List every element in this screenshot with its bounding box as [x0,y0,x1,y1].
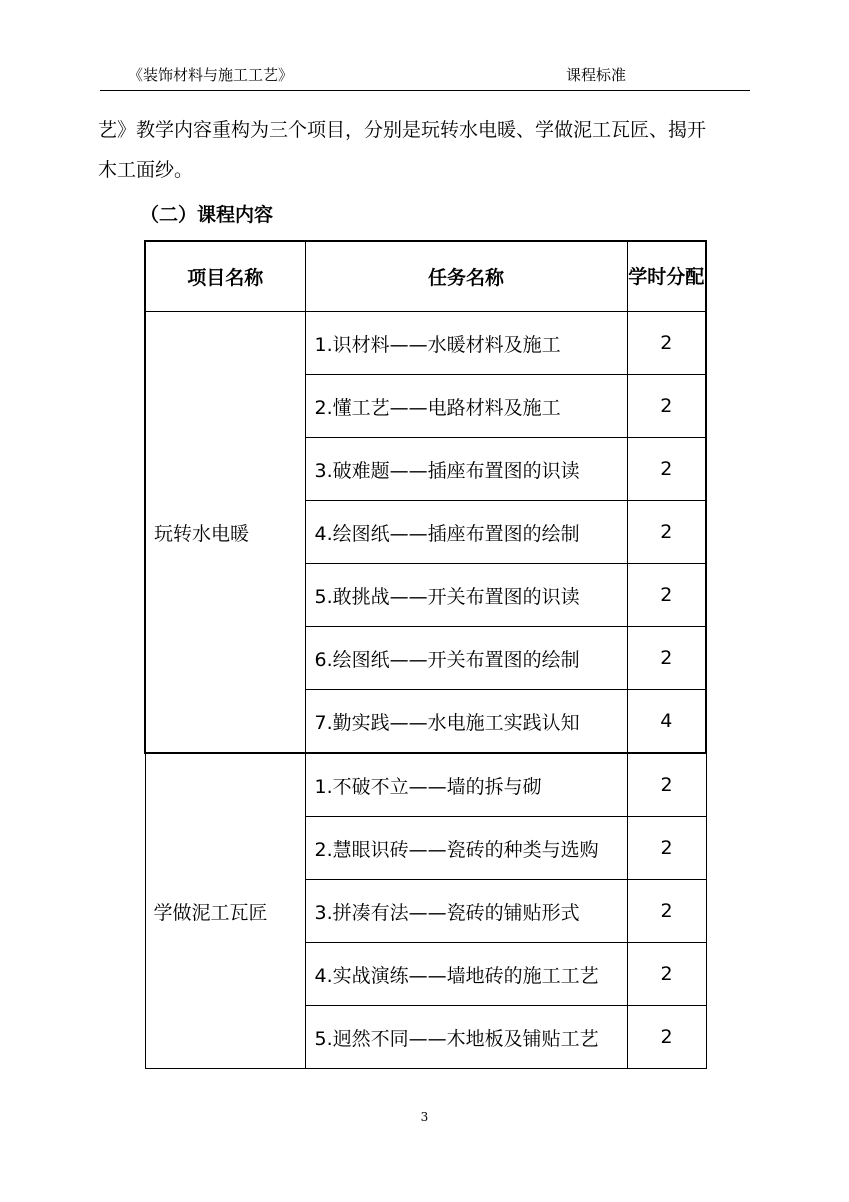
course-content-table [144,240,707,1069]
hours-cell: 2 [627,438,706,501]
task-cell: 2.懂工艺——电路材料及施工 [305,375,627,438]
body-paragraph-line-2: 木工面纱。 [98,159,194,181]
hours-cell: 2 [627,817,706,880]
header-cell-project: 项目名称 [145,241,305,312]
page-header [100,62,750,91]
page-number: 3 [420,1110,429,1124]
hours-cell: 2 [627,627,706,690]
table-row [145,312,706,375]
section-heading: （二）课程内容 [140,204,274,226]
task-cell: 6.绘图纸——开关布置图的绘制 [305,627,627,690]
header-document-title: 《装饰材料与施工工艺》 [128,66,294,84]
hours-cell: 2 [627,375,706,438]
header-document-type: 课程标准 [566,66,627,84]
header-cell-hours: 学时分配 [627,241,706,312]
table-row [145,753,706,817]
header-cell-task: 任务名称 [305,241,627,312]
hours-cell: 2 [627,564,706,627]
hours-cell: 2 [627,1006,706,1069]
task-cell: 1.识材料——水暖材料及施工 [305,312,627,375]
task-cell: 7.勤实践——水电施工实践认知 [305,690,627,754]
project-name-cell: 玩转水电暖 [145,312,305,754]
hours-cell: 4 [627,690,706,754]
task-cell: 5.敢挑战——开关布置图的识读 [305,564,627,627]
task-cell: 3.拼凑有法——瓷砖的铺贴形式 [305,880,627,943]
project-name-cell: 学做泥工瓦匠 [145,753,305,1069]
body-paragraph-line-1: 艺》教学内容重构为三个项目，分别是玩转水电暖、学做泥工瓦匠、揭开 [98,119,707,141]
task-cell: 4.绘图纸——插座布置图的绘制 [305,501,627,564]
hours-cell: 2 [627,880,706,943]
task-cell: 5.迥然不同——木地板及铺贴工艺 [305,1006,627,1069]
task-cell: 2.慧眼识砖——瓷砖的种类与选购 [305,817,627,880]
hours-cell: 2 [627,312,706,375]
task-cell: 3.破难题——插座布置图的识读 [305,438,627,501]
task-cell: 1.不破不立——墙的拆与砌 [305,753,627,817]
hours-cell: 2 [627,943,706,1006]
table-header-row [145,241,706,312]
task-cell: 4.实战演练——墙地砖的施工工艺 [305,943,627,1006]
hours-cell: 2 [627,501,706,564]
hours-cell: 2 [627,753,706,817]
